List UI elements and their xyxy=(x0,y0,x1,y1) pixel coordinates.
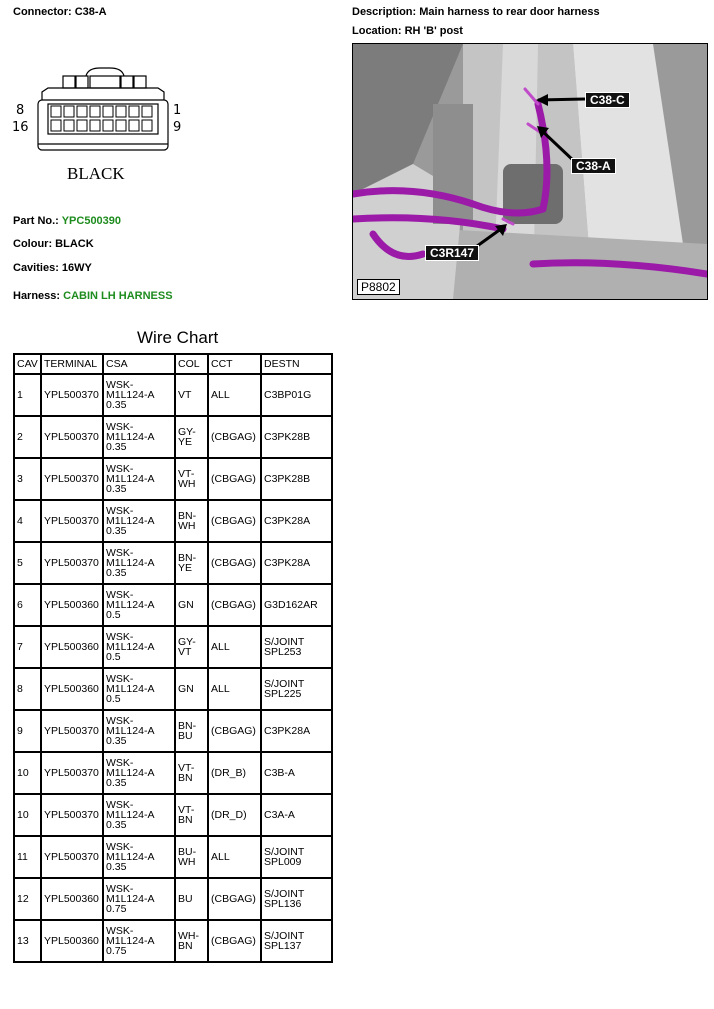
cell-cct-text: (CBGAG) xyxy=(211,599,256,611)
cell-csa xyxy=(103,500,175,542)
location-photo-illustration xyxy=(353,44,707,299)
cell-terminal xyxy=(41,500,103,542)
cell-cav xyxy=(14,458,41,500)
cell-destn-text: SPL136 xyxy=(264,898,302,910)
cell-terminal-text: YPL500360 xyxy=(44,935,99,947)
cell-destn-text: SPL137 xyxy=(264,940,302,952)
cell-cav-text: 11 xyxy=(17,851,28,863)
cell-csa xyxy=(103,752,175,794)
table-row xyxy=(14,458,332,500)
cell-destn xyxy=(261,920,332,962)
cell-destn xyxy=(261,542,332,584)
cell-col xyxy=(175,626,208,668)
cell-destn-text: C3PK28A xyxy=(264,515,311,527)
pin-16-label: 16 xyxy=(12,120,29,135)
cell-destn-text: S/JOINT xyxy=(264,846,305,858)
cell-col-text: VT xyxy=(178,646,192,658)
cell-csa-text: M1L124-A xyxy=(106,725,155,737)
cell-csa-text: WSK- xyxy=(106,547,134,559)
cell-csa-text: M1L124-A xyxy=(106,431,155,443)
table-row xyxy=(14,668,332,710)
cell-csa-text: 0.75 xyxy=(106,945,127,957)
cell-cav-text: 4 xyxy=(17,515,23,527)
cell-col xyxy=(175,584,208,626)
cell-csa xyxy=(103,416,175,458)
cell-csa-text: WSK- xyxy=(106,715,134,727)
cell-cav xyxy=(14,416,41,458)
cell-cct-text: (CBGAG) xyxy=(211,725,256,737)
cell-cct-text: (DR_B) xyxy=(211,767,247,779)
cell-destn-text: C3PK28A xyxy=(264,557,311,569)
cell-destn xyxy=(261,458,332,500)
pin-cavity xyxy=(116,106,126,117)
cell-terminal xyxy=(41,710,103,752)
cell-cct xyxy=(208,752,261,794)
header-col: COL xyxy=(175,354,208,374)
cell-csa xyxy=(103,668,175,710)
diagram-color-label: BLACK xyxy=(67,164,125,183)
wire-chart-table xyxy=(13,353,333,963)
cell-cct-text: (CBGAG) xyxy=(211,515,256,527)
cell-destn-text: S/JOINT xyxy=(264,888,305,900)
cell-terminal-text: YPL500370 xyxy=(44,515,99,527)
cell-csa-text: M1L124-A xyxy=(106,809,155,821)
cell-col-text: YE xyxy=(178,562,193,574)
cell-terminal xyxy=(41,836,103,878)
cell-csa xyxy=(103,626,175,668)
cell-csa-text: 0.35 xyxy=(106,735,127,747)
cell-destn xyxy=(261,794,332,836)
cavities-line xyxy=(13,262,92,274)
cell-cav xyxy=(14,584,41,626)
connector-label: Connector: xyxy=(13,6,72,18)
part-no-line xyxy=(13,215,121,227)
cell-destn xyxy=(261,878,332,920)
cell-terminal xyxy=(41,416,103,458)
cell-cav xyxy=(14,710,41,752)
cell-terminal xyxy=(41,668,103,710)
cell-col-text: WH- xyxy=(178,930,199,942)
pin-cavity xyxy=(103,106,113,117)
cell-col-text: BU xyxy=(178,893,193,905)
cell-cct xyxy=(208,584,261,626)
pin-cavity xyxy=(142,106,152,117)
cell-cct xyxy=(208,668,261,710)
pin-9-label: 9 xyxy=(173,120,182,135)
location-value: RH 'B' post xyxy=(404,25,463,37)
cell-terminal-text: YPL500360 xyxy=(44,683,99,695)
cell-cct xyxy=(208,500,261,542)
callout-c38-c: C38-C xyxy=(585,92,630,108)
callout-c38-a: C38-A xyxy=(571,158,616,174)
cell-cav xyxy=(14,836,41,878)
table-row xyxy=(14,710,332,752)
cell-col xyxy=(175,500,208,542)
pin-1-label: 1 xyxy=(173,103,182,118)
cell-col-text: WH xyxy=(178,856,196,868)
cell-csa xyxy=(103,794,175,836)
header-terminal: TERMINAL xyxy=(41,354,103,374)
photo-code: P8802 xyxy=(357,279,400,295)
cell-csa-text: WSK- xyxy=(106,505,134,517)
cell-cct xyxy=(208,836,261,878)
cell-csa-text: WSK- xyxy=(106,799,134,811)
cell-col xyxy=(175,458,208,500)
cell-cct-text: ALL xyxy=(211,851,230,863)
cell-col xyxy=(175,374,208,416)
cell-csa-text: 0.35 xyxy=(106,441,127,453)
cell-cav xyxy=(14,878,41,920)
cell-cav-text: 13 xyxy=(17,935,29,947)
cell-destn xyxy=(261,584,332,626)
cell-col-text: BN- xyxy=(178,552,197,564)
cell-col-text: BN- xyxy=(178,720,197,732)
cell-cav-text: 10 xyxy=(17,767,29,779)
cell-destn-text: C3PK28A xyxy=(264,725,311,737)
cell-col-text: VT- xyxy=(178,468,195,480)
cell-cav xyxy=(14,920,41,962)
table-row xyxy=(14,374,332,416)
cell-terminal-text: YPL500370 xyxy=(44,851,99,863)
cell-csa-text: M1L124-A xyxy=(106,599,155,611)
pin-cavity xyxy=(64,120,74,131)
cell-csa-text: WSK- xyxy=(106,589,134,601)
cell-destn-text: C3A-A xyxy=(264,809,295,821)
cell-col xyxy=(175,752,208,794)
cell-cct xyxy=(208,542,261,584)
cell-csa-text: 0.35 xyxy=(106,525,127,537)
cell-cav xyxy=(14,626,41,668)
table-row xyxy=(14,416,332,458)
cell-col xyxy=(175,836,208,878)
pin-cavity xyxy=(116,120,126,131)
cell-terminal xyxy=(41,626,103,668)
cell-csa-text: 0.75 xyxy=(106,903,127,915)
cell-cav xyxy=(14,752,41,794)
colour-line xyxy=(13,238,94,250)
cell-terminal-text: YPL500370 xyxy=(44,389,99,401)
table-row xyxy=(14,542,332,584)
cell-csa-text: 0.5 xyxy=(106,651,121,663)
cell-destn xyxy=(261,836,332,878)
cell-csa-text: M1L124-A xyxy=(106,851,155,863)
cell-csa-text: M1L124-A xyxy=(106,389,155,401)
cell-col xyxy=(175,710,208,752)
cell-cct xyxy=(208,878,261,920)
cell-cav-text: 5 xyxy=(17,557,23,569)
cell-terminal-text: YPL500360 xyxy=(44,641,99,653)
cell-col xyxy=(175,668,208,710)
pin-cavity xyxy=(142,120,152,131)
cell-cct xyxy=(208,458,261,500)
connector-line xyxy=(13,6,107,18)
cell-csa-text: WSK- xyxy=(106,463,134,475)
cell-destn-text: C3BP01G xyxy=(264,389,312,401)
location-label: Location: xyxy=(352,25,402,37)
cell-terminal-text: YPL500370 xyxy=(44,725,99,737)
cell-col-text: GN xyxy=(178,599,194,611)
cell-col-text: WH xyxy=(178,478,196,490)
cell-csa-text: 0.35 xyxy=(106,483,127,495)
header-csa: CSA xyxy=(103,354,175,374)
table-row xyxy=(14,584,332,626)
cell-terminal xyxy=(41,794,103,836)
cell-csa xyxy=(103,458,175,500)
cell-csa-text: WSK- xyxy=(106,379,134,391)
header-cav: CAV xyxy=(14,354,41,374)
cell-cav-text: 6 xyxy=(17,599,23,611)
cell-csa-text: 0.5 xyxy=(106,693,121,705)
cell-cav xyxy=(14,374,41,416)
cell-cct-text: (CBGAG) xyxy=(211,557,256,569)
cell-col xyxy=(175,794,208,836)
table-row xyxy=(14,500,332,542)
cell-destn xyxy=(261,500,332,542)
colour-label: Colour: xyxy=(13,238,53,250)
table-row xyxy=(14,836,332,878)
cell-csa xyxy=(103,878,175,920)
description-label: Description: xyxy=(352,6,417,18)
cell-csa-text: M1L124-A xyxy=(106,557,155,569)
location-photo xyxy=(352,43,708,300)
cell-csa-text: M1L124-A xyxy=(106,473,155,485)
cell-destn-text: SPL253 xyxy=(264,646,302,658)
harness-label: Harness: xyxy=(13,290,61,302)
pin-cavity xyxy=(90,106,100,117)
cell-csa-text: WSK- xyxy=(106,631,134,643)
cell-csa-text: 0.35 xyxy=(106,819,127,831)
part-no-link[interactable]: YPC500390 xyxy=(61,215,122,227)
cell-terminal-text: YPL500370 xyxy=(44,809,99,821)
cell-csa-text: WSK- xyxy=(106,841,134,853)
pin-8-label: 8 xyxy=(16,103,25,118)
cell-destn xyxy=(261,710,332,752)
wire-chart-title: Wire Chart xyxy=(137,328,219,347)
cell-col-text: VT- xyxy=(178,804,195,816)
cell-terminal xyxy=(41,458,103,500)
cell-csa xyxy=(103,710,175,752)
cell-cct xyxy=(208,626,261,668)
table-row xyxy=(14,626,332,668)
cell-csa-text: 0.5 xyxy=(106,609,121,621)
cell-csa-text: M1L124-A xyxy=(106,767,155,779)
table-row xyxy=(14,920,332,962)
cell-cct-text: (CBGAG) xyxy=(211,473,256,485)
cell-cct xyxy=(208,794,261,836)
connector-value: C38-A xyxy=(74,6,107,18)
cell-terminal-text: YPL500360 xyxy=(44,599,99,611)
cell-destn xyxy=(261,416,332,458)
cell-csa xyxy=(103,920,175,962)
header-cct: CCT xyxy=(208,354,261,374)
cell-destn-text: C3B-A xyxy=(264,767,295,779)
cell-cav xyxy=(14,542,41,584)
cell-terminal xyxy=(41,752,103,794)
cell-cct-text: ALL xyxy=(211,389,230,401)
cell-csa-text: M1L124-A xyxy=(106,893,155,905)
cell-csa-text: M1L124-A xyxy=(106,683,155,695)
cell-destn-text: S/JOINT xyxy=(264,636,305,648)
cell-destn-text: SPL225 xyxy=(264,688,302,700)
cell-csa-text: WSK- xyxy=(106,421,134,433)
harness-line xyxy=(13,290,173,302)
cell-terminal xyxy=(41,542,103,584)
header-destn: DESTN xyxy=(261,354,332,374)
pin-cavity xyxy=(77,106,87,117)
cell-csa-text: M1L124-A xyxy=(106,935,155,947)
pin-cavity xyxy=(51,120,61,131)
cell-destn-text: S/JOINT xyxy=(264,678,305,690)
cell-cct xyxy=(208,710,261,752)
cell-destn-text: S/JOINT xyxy=(264,930,305,942)
cell-csa xyxy=(103,542,175,584)
cell-cav-text: 9 xyxy=(17,725,23,737)
cavities-label: Cavities: xyxy=(13,262,59,274)
cell-cav xyxy=(14,668,41,710)
cell-cct xyxy=(208,416,261,458)
table-row xyxy=(14,794,332,836)
cell-cav xyxy=(14,500,41,542)
cell-csa-text: 0.35 xyxy=(106,567,127,579)
wire-chart-header xyxy=(14,354,332,374)
cell-csa xyxy=(103,836,175,878)
cell-csa-text: M1L124-A xyxy=(106,515,155,527)
cell-destn-text: C3PK28B xyxy=(264,431,311,443)
pin-cavity xyxy=(103,120,113,131)
cell-cav xyxy=(14,794,41,836)
cell-destn xyxy=(261,374,332,416)
cell-col-text: BN xyxy=(178,940,193,952)
cell-col-text: GY- xyxy=(178,426,196,438)
cell-cav-text: 12 xyxy=(17,893,29,905)
cell-csa-text: 0.35 xyxy=(106,399,127,411)
cell-cav-text: 8 xyxy=(17,683,23,695)
cell-terminal xyxy=(41,584,103,626)
cell-destn xyxy=(261,668,332,710)
harness-link[interactable]: CABIN LH HARNESS xyxy=(63,290,173,302)
description-line xyxy=(352,6,600,18)
cell-destn xyxy=(261,752,332,794)
cell-col-text: GY- xyxy=(178,636,196,648)
cell-col-text: BU- xyxy=(178,846,197,858)
cell-col-text: WH xyxy=(178,520,196,532)
cell-col xyxy=(175,920,208,962)
cell-destn-text: C3PK28B xyxy=(264,473,311,485)
cell-terminal-text: YPL500370 xyxy=(44,767,99,779)
pin-cavity xyxy=(129,120,139,131)
cell-terminal-text: YPL500370 xyxy=(44,431,99,443)
cell-destn xyxy=(261,626,332,668)
table-row xyxy=(14,878,332,920)
cell-col xyxy=(175,878,208,920)
cell-csa-text: M1L124-A xyxy=(106,641,155,653)
cell-terminal-text: YPL500370 xyxy=(44,473,99,485)
cell-cct-text: (CBGAG) xyxy=(211,893,256,905)
cell-cav-text: 10 xyxy=(17,809,29,821)
table-row xyxy=(14,752,332,794)
cavities-value: 16WY xyxy=(61,262,92,274)
cell-terminal-text: YPL500370 xyxy=(44,557,99,569)
part-no-label: Part No.: xyxy=(13,215,59,227)
cell-csa xyxy=(103,584,175,626)
cell-csa-text: WSK- xyxy=(106,925,134,937)
cell-cct xyxy=(208,920,261,962)
cell-csa-text: 0.35 xyxy=(106,861,127,873)
cell-destn-text: G3D162AR xyxy=(264,599,318,611)
cell-col xyxy=(175,416,208,458)
cell-col-text: BN xyxy=(178,814,193,826)
cell-cct xyxy=(208,374,261,416)
cell-cct-text: ALL xyxy=(211,641,230,653)
location-line xyxy=(352,25,463,37)
cell-terminal-text: YPL500360 xyxy=(44,893,99,905)
cell-cct-text: ALL xyxy=(211,683,230,695)
pin-cavity xyxy=(51,106,61,117)
cell-terminal xyxy=(41,374,103,416)
cell-destn-text: SPL009 xyxy=(264,856,302,868)
cell-cav-text: 1 xyxy=(17,389,23,401)
cell-col-text: VT- xyxy=(178,762,195,774)
cell-csa-text: WSK- xyxy=(106,883,134,895)
cell-csa-text: 0.35 xyxy=(106,777,127,789)
cell-cct-text: (CBGAG) xyxy=(211,431,256,443)
cell-csa-text: WSK- xyxy=(106,673,134,685)
cell-csa xyxy=(103,374,175,416)
pin-cavity xyxy=(90,120,100,131)
pin-cavity xyxy=(77,120,87,131)
cell-terminal xyxy=(41,920,103,962)
cell-col-text: YE xyxy=(178,436,193,448)
cell-col-text: VT xyxy=(178,389,192,401)
cell-col-text: GN xyxy=(178,683,194,695)
connector-diagram xyxy=(8,60,198,185)
cell-terminal xyxy=(41,878,103,920)
cell-col-text: BN- xyxy=(178,510,197,522)
cell-csa-text: WSK- xyxy=(106,757,134,769)
cell-col-text: BU xyxy=(178,730,193,742)
cell-cav-text: 7 xyxy=(17,641,23,653)
pin-cavity xyxy=(64,106,74,117)
cell-cct-text: (CBGAG) xyxy=(211,935,256,947)
callout-c3r147: C3R147 xyxy=(425,245,479,261)
cell-cct-text: (DR_D) xyxy=(211,809,247,821)
cell-col-text: BN xyxy=(178,772,193,784)
description-value: Main harness to rear door harness xyxy=(419,6,600,18)
cell-cav-text: 2 xyxy=(17,431,23,443)
colour-value: BLACK xyxy=(55,238,94,250)
cell-cav-text: 3 xyxy=(17,473,23,485)
pin-cavity xyxy=(129,106,139,117)
cell-col xyxy=(175,542,208,584)
